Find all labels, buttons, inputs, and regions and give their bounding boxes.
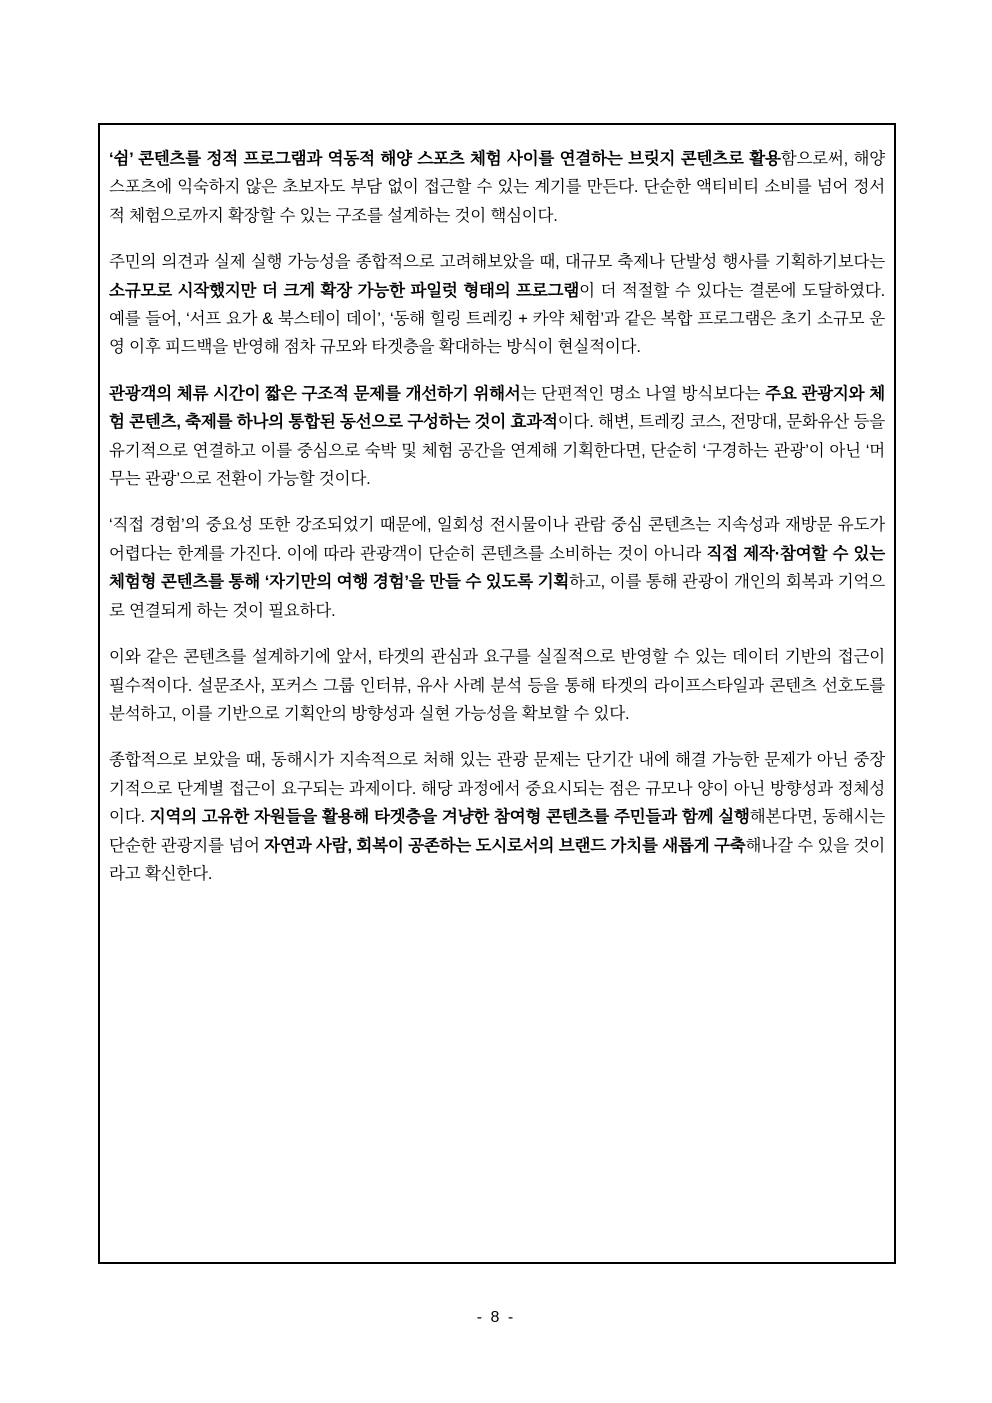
paragraph-5 — [109, 643, 885, 728]
page-number: - 8 - — [476, 1309, 516, 1326]
text-run: 이다. 해변, 트레킹 코스, 전망대, 문화유산 등을 유기적으로 연결하고 이를 중심으로 숙박 및 체험 공간을 연계해 기획한다면, 단순히 ‘구경하는 관광’이 아닌 ‘머무는 관광’으로 전환이 가능할 것이다. — [109, 413, 885, 489]
paragraph-6 — [109, 746, 885, 888]
bold-text-run: 소규모로 시작했지만 더 크게 확장 가능한 파일럿 형태의 프로그램 — [109, 281, 580, 300]
document-body — [109, 145, 885, 888]
bold-text-run: 자연과 사람, 회복이 공존하는 도시로서의 브랜드 가치를 새롭게 구축 — [264, 836, 746, 855]
paragraph-1 — [109, 145, 885, 230]
bold-text-run: 직접 제작·참여할 수 있는 체험형 콘텐츠를 통해 ‘자기만의 여행 경험’을 만들 수 있도록 기획 — [109, 544, 885, 592]
text-run: 하고, 이를 통해 관광이 개인의 회복과 기억으로 연결되게 하는 것이 필요하다. — [109, 573, 885, 620]
text-run: 는 단편적인 명소 나열 방식보다는 — [520, 384, 766, 403]
text-run: 해나갈 수 있을 것이라고 확신한다. — [109, 836, 885, 883]
paragraph-4 — [109, 511, 885, 625]
text-run: 이와 같은 콘텐츠를 설계하기에 앞서, 타겟의 관심과 요구를 실질적으로 반영할 수 있는 데이터 기반의 접근이 필수적이다. 설문조사, 포커스 그룹 인터뷰, 유사 사례 분석 등을 통해 타겟의 라이프스타일과 콘텐츠 선호도를 분석하고, 이를 기반으로 기획안의 방향성과 실현 가능성을 확보할 수 있다. — [109, 648, 885, 723]
text-run: 주민의 의견과 실제 실행 가능성을 종합적으로 고려해보았을 때, 대규모 축제나 단발성 행사를 기획하기보다는 — [109, 253, 885, 272]
text-run: 이 더 적절할 수 있다는 결론에 도달하였다. 예를 들어, ‘서프 요가 & 북스테이 데이’, ‘동해 힐링 트레킹 + 카약 체험’과 같은 복합 프로그램은 초기 소규모 운영 이후 피드백을 반영해 점차 규모와 타겟층을 확대하는 방식이 현실적이다. — [109, 281, 885, 357]
bold-text-run: 지역의 고유한 자원들을 활용해 타겟층을 겨냥한 참여형 콘텐츠를 주민들과 함께 실행 — [149, 808, 750, 827]
text-run: 종합적으로 보았을 때, 동해시가 지속적으로 처해 있는 관광 문제는 단기간 내에 해결 가능한 문제가 아닌 중장기적으로 단계별 접근이 요구되는 과제이다. 해당 과정에서 중요시되는 점은 규모나 양이 아닌 방향성과 정체성이다. — [109, 751, 885, 827]
text-run: 함으로써, 해양 스포츠에 익숙하지 않은 초보자도 부담 없이 접근할 수 있는 계기를 만든다. 단순한 액티비티 소비를 넘어 정서적 체험으로까지 확장할 수 있는 구조를 설계하는 것이 핵심이다. — [109, 150, 886, 225]
bold-text-run: 관광객의 체류 시간이 짧은 구조적 문제를 개선하기 위해서 — [109, 384, 521, 403]
content-border-box — [98, 123, 896, 1264]
bold-text-run: ‘쉼’ 콘텐츠를 정적 프로그램과 역동적 해양 스포츠 체험 사이를 연결하는 브릿지 콘텐츠로 활용 — [109, 150, 781, 168]
text-run: ‘직접 경험’의 중요성 또한 강조되었기 때문에, 일회성 전시물이나 관람 중심 콘텐츠는 지속성과 재방문 유도가 어렵다는 한계를 가진다. 이에 따라 관광객이 단순히 콘텐츠를 소비하는 것이 아니라 — [109, 516, 885, 563]
paragraph-3 — [109, 380, 885, 494]
paragraph-2 — [109, 248, 885, 362]
bold-text-run: 주요 관광지와 체험 콘텐츠, 축제를 하나의 통합된 동선으로 구성하는 것이 효과적 — [109, 384, 885, 432]
text-run: 해본다면, 동해시는 단순한 관광지를 넘어 — [109, 808, 885, 855]
